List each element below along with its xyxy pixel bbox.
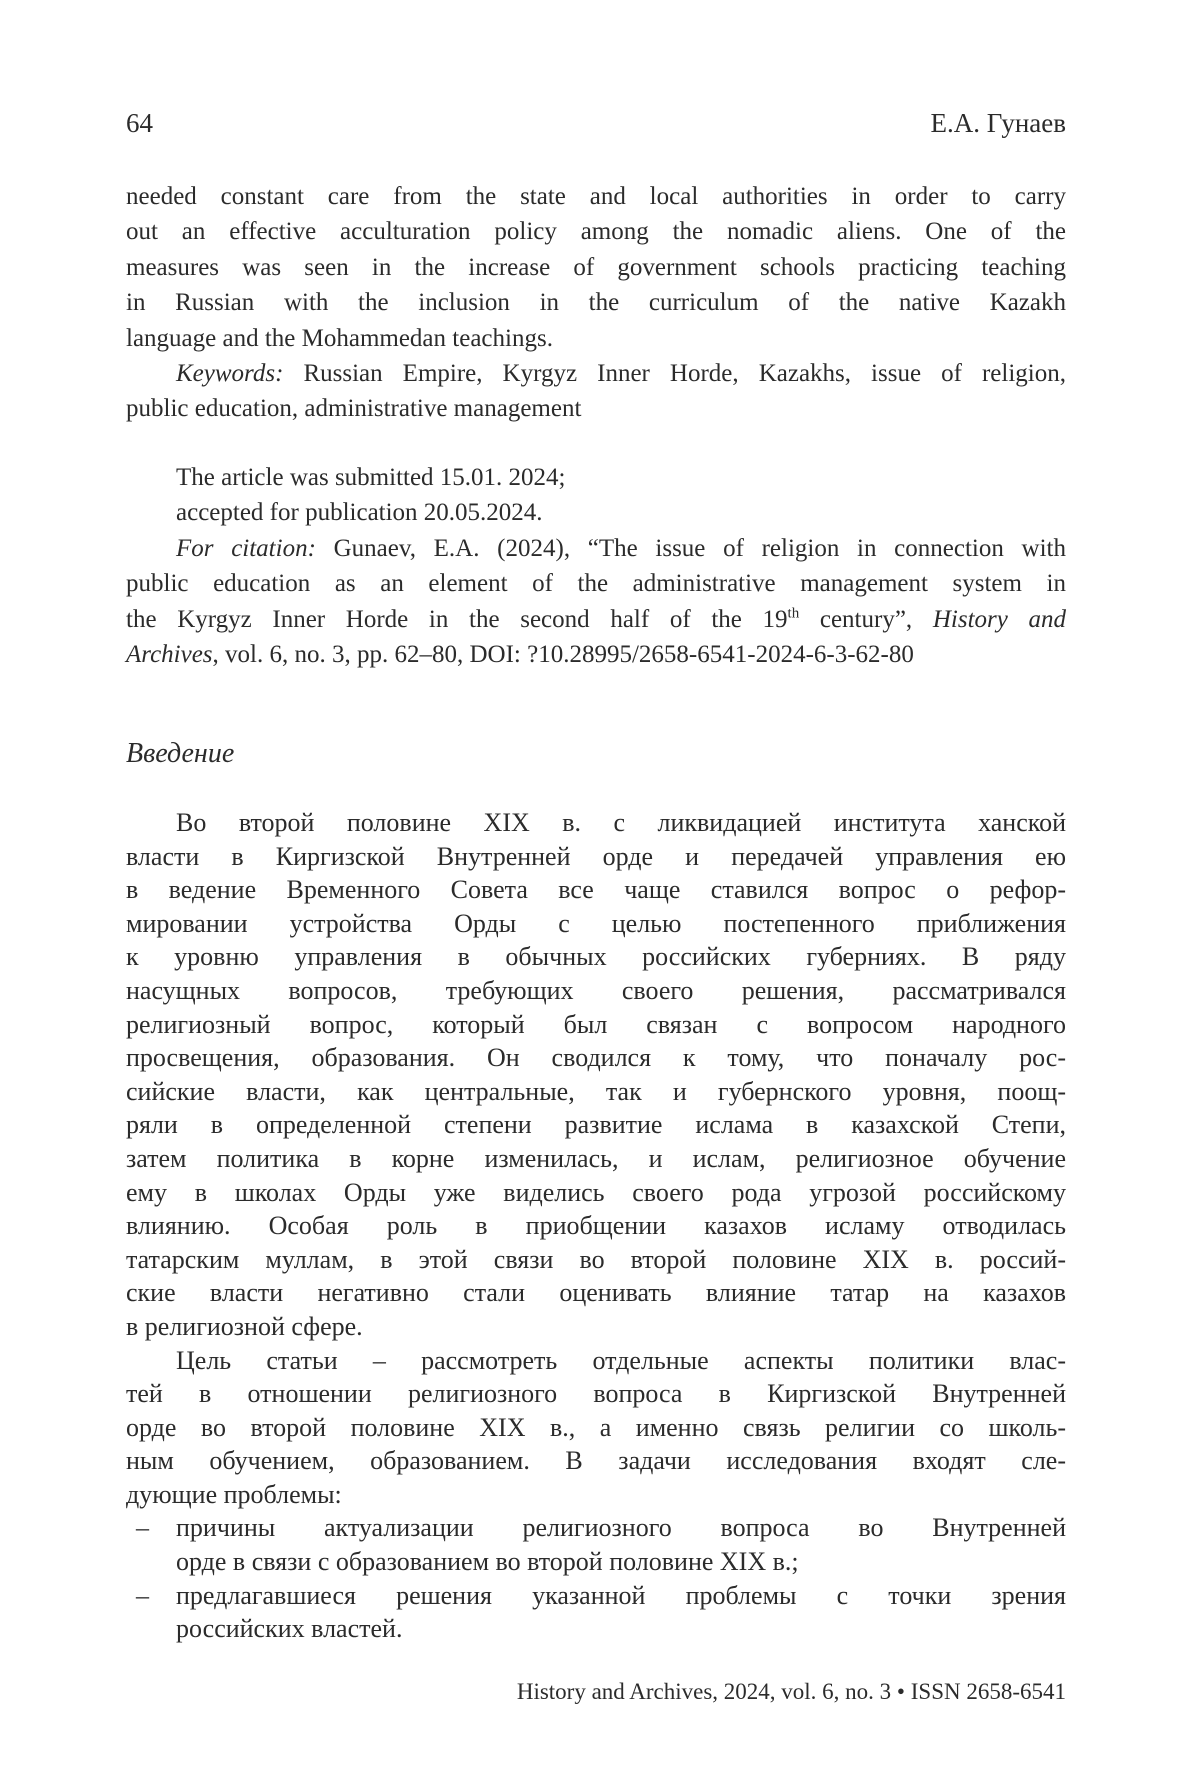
body-line: сийские власти, как центральные, так и губернского уровня, поощ- [126,1075,1066,1109]
abstract-line: in Russian with the inclusion in the curriculum of the native Kazakh [126,285,1066,320]
list-item-line [126,1612,1066,1646]
citation [126,531,1066,566]
body-line: Во второй половине XIX в. с ликвидацией института ханской [126,806,1066,840]
citation-line: public education as an element of the administrative management system in [126,566,1066,601]
citation-text: century”, [799,606,933,633]
abstract-line: language and the Mohammedan teachings. [126,321,1066,356]
body-line: ряли в определенной степени развитие ислама в казахской Степи, [126,1108,1066,1142]
citation-label: For citation: [176,535,316,562]
body-line: татарским муллам, в этой связи во второй половине XIX в. россий- [126,1243,1066,1277]
keywords-text: Russian Empire, Kyrgyz Inner Horde, Kazakhs, issue of religion, [283,360,1066,387]
accepted-date: accepted for publication 20.05.2024. [126,495,1066,530]
journal-title: History and [933,606,1066,633]
page-number: 64 [126,106,153,140]
body-line: просвещения, образования. Он сводился к тому, что поначалу рос- [126,1041,1066,1075]
body-line: власти в Киргизской Внутренней орде и передачей управления ею [126,840,1066,874]
abstract-line: out an effective acculturation policy among the nomadic aliens. One of the [126,214,1066,249]
running-head-author: Е.А. Гунаев [931,106,1067,140]
citation-text: the Kyrgyz Inner Horde in the second half of the 19 [126,606,788,633]
body-line: мировании устройства Орды с целью постепенного приближения [126,907,1066,941]
body-line: к уровню управления в обычных российских губерниях. В ряду [126,940,1066,974]
body-line: в религиозной сфере. [126,1310,1066,1344]
body-line: ские власти негативно стали оценивать влияние татар на казахов [126,1276,1066,1310]
body-line: затем политика в корне изменилась, и ислам, религиозное обучение [126,1142,1066,1176]
list-item-line [126,1511,1066,1545]
abstract [126,179,1066,427]
keywords-line: public education, administrative management [126,391,1066,426]
keywords [126,356,1066,391]
list-item-line [126,1579,1066,1613]
abstract-line: measures was seen in the increase of government schools practicing teaching [126,250,1066,285]
body-line: насущных вопросов, требующих своего решения, рассматривался [126,974,1066,1008]
journal-title: Archives [126,641,213,668]
list-item-text: орде в связи с образованием во второй половине XIX в.; [176,1547,799,1576]
list-item-text: причины актуализации религиозного вопроса во Внутренней [176,1513,1066,1542]
list-item-text: российских властей. [176,1614,402,1643]
submitted-date: The article was submitted 15.01. 2024; [126,460,1066,495]
list-item-text: предлагавшиеся решения указанной проблемы с точки зрения [176,1581,1066,1610]
body-line: в ведение Временного Совета все чаще ставился вопрос о рефор- [126,873,1066,907]
body-line: влиянию. Особая роль в приобщении казахов исламу отводилась [126,1209,1066,1243]
body-line: орде во второй половине XIX в., а именно связь религии со школь- [126,1411,1066,1445]
body-line: ным обучением, образованием. В задачи исследования входят сле- [126,1444,1066,1478]
body-line: тей в отношении религиозного вопроса в Киргизской Внутренней [126,1377,1066,1411]
citation-text: Gunaev, E.A. (2024), “The issue of religion in connection with [316,535,1066,562]
body-line: религиозный вопрос, который был связан с вопросом народного [126,1008,1066,1042]
body-text [126,806,1066,1646]
body-line: дующие проблемы: [126,1478,1066,1512]
keywords-label: Keywords: [176,360,283,387]
citation-doi: , vol. 6, no. 3, pp. 62–80, DOI: ?10.28995/2658-6541-2024-6-3-62-80 [213,641,914,668]
citation-line [126,637,1066,672]
body-line: ему в школах Орды уже виделись своего рода угрозой российскому [126,1176,1066,1210]
list-dash: – [136,1579,149,1613]
superscript: th [788,605,800,621]
body-line: Цель статьи – рассмотреть отдельные аспекты политики влас- [126,1344,1066,1378]
section-heading: Введение [126,736,234,772]
list-item-line [126,1545,1066,1579]
abstract-line: needed constant care from the state and local authorities in order to carry [126,179,1066,214]
page-footer: History and Archives, 2024, vol. 6, no. 3 • ISSN 2658-6541 [517,1676,1066,1708]
list-dash: – [136,1511,149,1545]
submission-info [126,460,1066,672]
citation-line [126,602,1066,637]
